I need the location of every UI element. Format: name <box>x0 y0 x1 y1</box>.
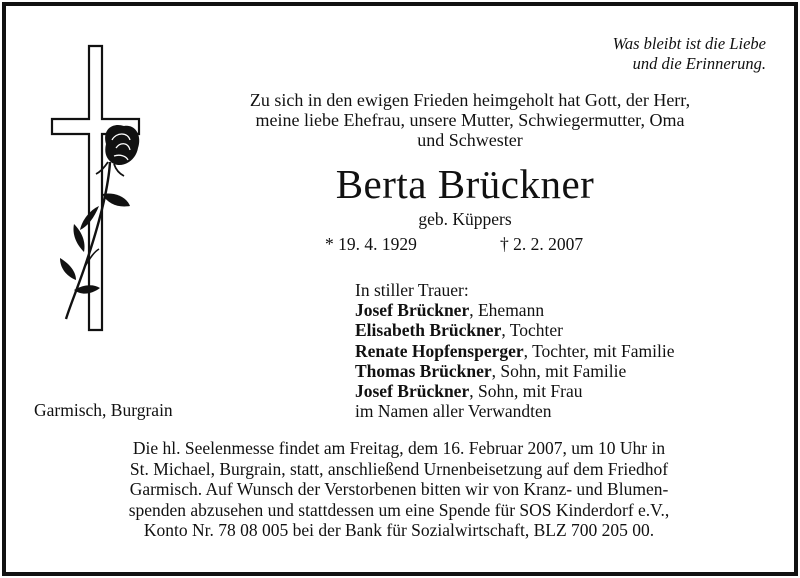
mass-line: Konto Nr. 78 08 005 bei der Bank für Sozialwirtschaft, BLZ 700 205 00. <box>143 520 655 540</box>
mourner-relation: , Sohn, mit Familie <box>491 360 627 381</box>
intro-line: meine liebe Ehefrau, unsere Mutter, Schwiegermutter, Oma <box>255 110 685 130</box>
mourner-entry <box>355 300 675 320</box>
mass-line: spenden abzusehen und stattdessen um eine Spende für SOS Kinderdorf e.V., <box>128 499 670 520</box>
mourners-header: In stiller Trauer: <box>355 280 469 300</box>
mourner-name: Thomas Brückner <box>355 360 492 381</box>
mourner-entry <box>355 341 675 361</box>
mourner-relation: , Tochter <box>501 320 563 341</box>
maiden-name: geb. Küppers <box>418 209 512 229</box>
mourner-relation: , Sohn, mit Frau <box>469 381 583 402</box>
mass-line: Garmisch. Auf Wunsch der Verstorbenen bitten wir von Kranz- und Blumen- <box>129 479 669 499</box>
mourner-name: Josef Brückner <box>355 300 470 321</box>
place-of-residence: Garmisch, Burgrain <box>34 400 173 420</box>
mourner-entry <box>355 361 675 381</box>
motto-line: Was bleibt ist die Liebe <box>612 34 766 53</box>
funeral-mass-notice <box>28 438 770 541</box>
death-date: † 2. 2. 2007 <box>500 234 584 254</box>
mourner-relation: , Ehemann <box>469 300 545 321</box>
mass-line: Die hl. Seelenmesse findet am Freitag, dem 16. Februar 2007, um 10 Uhr in <box>132 438 666 458</box>
motto <box>613 34 766 74</box>
birth-date: * 19. 4. 1929 <box>325 234 417 254</box>
mourner-name: Elisabeth Brückner <box>355 320 502 341</box>
mourners-footer: im Namen aller Verwandten <box>355 401 552 422</box>
mass-line: St. Michael, Burgrain, statt, anschließend Urnenbeisetzung auf dem Friedhof <box>129 458 669 479</box>
intro-line: und Schwester <box>417 130 523 150</box>
mourner-entry <box>355 320 675 340</box>
mourner-relation: , Tochter, mit Familie <box>523 340 675 361</box>
mourner-entry <box>355 381 675 401</box>
intro-line: Zu sich in den ewigen Frieden heimgeholt hat Gott, der Herr, <box>249 90 691 110</box>
mourners-list <box>355 280 675 421</box>
intro-text <box>170 90 770 150</box>
deceased-name: Berta Brückner <box>335 161 595 207</box>
mourner-name: Renate Hopfensperger <box>355 340 524 361</box>
mourner-name: Josef Brückner <box>355 381 470 402</box>
motto-line: und die Erinnerung. <box>632 54 766 73</box>
cross-with-rose-icon <box>44 44 154 336</box>
